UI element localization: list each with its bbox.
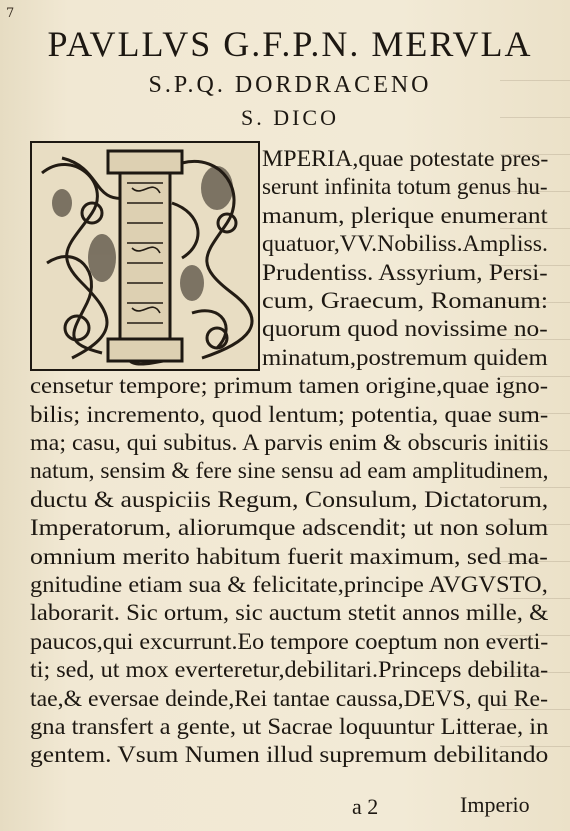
- text-line: gnitudine etiam sua & felicitate,principe AVGVSTO,: [30, 572, 548, 597]
- header-title: PAVLLVS G.F.P.N. MERVLA: [47, 24, 533, 64]
- text-line: ductu & auspiciis Regum, Consulum, Dictatorum,: [30, 486, 549, 512]
- text-line: Prudentiss. Assyrium, Persi-: [262, 259, 548, 285]
- text-line: quorum quod novissime no-: [262, 316, 548, 342]
- text-line: quatuor,VV.Nobiliss.Ampliss.: [262, 231, 548, 257]
- text-line: natum, sensim & fere sine sensu ad eam amplitudinem,: [30, 458, 549, 484]
- text-line: MPERIA,quae potestate pres-: [262, 146, 549, 171]
- header-salutation: S. DICO: [240, 105, 339, 130]
- text-line: cum, Graecum, Romanum:: [262, 288, 549, 313]
- text-line: ti; sed, ut mox everteretur,debilitari.Princeps debilita-: [30, 657, 549, 683]
- woodcut-ornament-illustration: [32, 143, 258, 369]
- text-line: Imperatorum, aliorumque adscendit; ut non solum: [30, 515, 549, 541]
- text-line: gentem. Vsum Numen illud supremum debilitando: [30, 742, 549, 768]
- text-line: serunt infinita totum genus hu-: [262, 174, 548, 200]
- signature-a2: a 2: [352, 794, 379, 819]
- catchword: Imperio: [460, 792, 530, 817]
- text-line: ma; casu, qui subitus. A parvis enim & obscuris initiis: [30, 430, 549, 455]
- text-line: bilis; incremento, quod lentum; potentia, quae sum-: [30, 401, 549, 427]
- signature-mark: 7: [6, 6, 15, 21]
- decorated-initial-i: [30, 141, 260, 371]
- text-line: laborarit. Sic ortum, sic auctum stetit annos mille, &: [30, 600, 549, 626]
- text-line: omnium merito habitum fuerit maximum, sed ma-: [30, 543, 548, 569]
- text-line: minatum,postremum quidem: [262, 344, 548, 370]
- text-line: manum, plerique enumerant: [262, 202, 548, 228]
- text-line: censetur tempore; primum tamen origine,quae igno-: [30, 373, 549, 399]
- text-line: gna transfert a gente, ut Sacrae loquuntur Litterae, in: [30, 714, 549, 739]
- text-line: tae,& eversae deinde,Rei tantae caussa,DEVS, qui Re-: [30, 685, 548, 711]
- header-addressee: S.P.Q. DORDRACENO: [148, 72, 432, 98]
- text-line: paucos,qui excurrunt.Eo tempore coeptum non everti-: [30, 628, 549, 654]
